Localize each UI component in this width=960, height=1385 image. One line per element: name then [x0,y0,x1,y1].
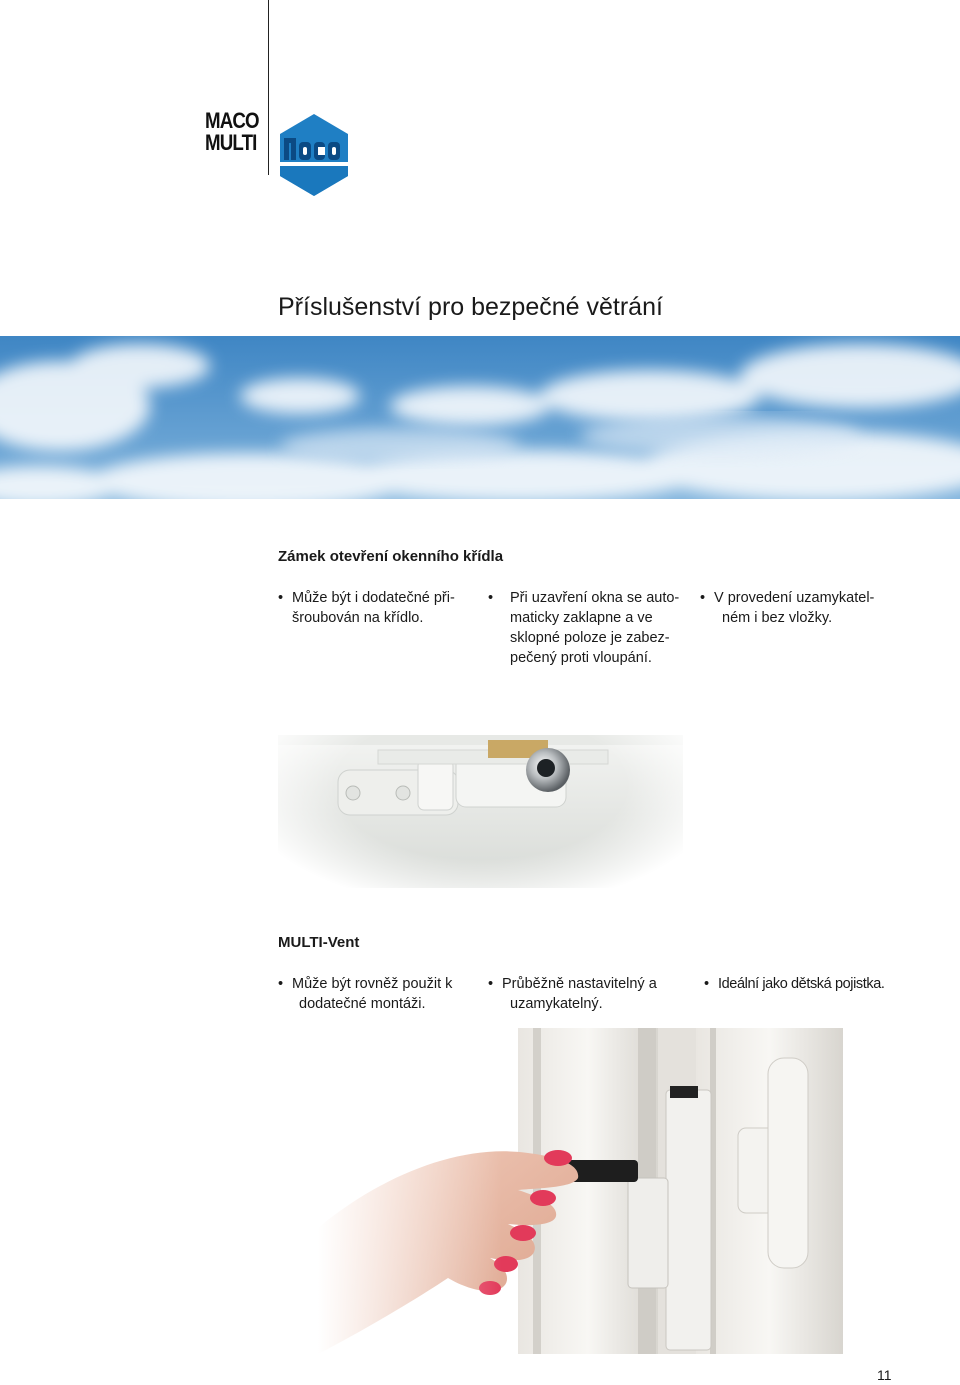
vertical-divider-line [268,0,269,175]
multi-vent-photo [318,1028,843,1354]
bullet-line: ném i bez vložky. [722,610,833,626]
bullet-line: Může být rovněž použit k [292,976,453,992]
bullet-line: Může být i dodatečné při- [292,590,455,606]
bullet-item [488,974,688,1014]
page-title: Příslušenství pro bezpečné větrání [278,293,663,321]
bullet-line: dodatečné montáži. [299,996,426,1012]
bullet-item [278,588,468,628]
bullet-line: Při uzavření okna se auto- [510,590,680,606]
bullet-line: sklopné poloze je zabez- [510,630,670,646]
maco-logo-icon [276,112,352,198]
brand-wordmark [205,110,259,154]
bullet-dot-icon: • [488,590,494,606]
bullet-line: pečený proti vloupání. [510,650,652,666]
page-number: 11 [877,1367,892,1383]
brand-line-2: MULTI [205,130,257,155]
bullet-line: Ideální jako dětská pojistka. [718,976,885,992]
bullet-line: maticky zaklapne a ve [510,610,653,626]
sky-banner-image [0,336,960,499]
bullet-dot-icon: • [700,590,706,606]
bullet-item [278,974,478,1014]
bullet-dot-icon: • [278,976,284,992]
brand-line-1: MACO [205,108,259,133]
bullet-dot-icon: • [488,976,494,992]
bullet-item [700,588,900,628]
bullet-line: šroubován na křídlo. [292,610,424,626]
bullet-line: V provedení uzamykatel- [714,590,875,606]
bullet-line: Průběžně nastavitelný a [502,976,657,992]
section-title-multi-vent: MULTI-Vent [278,934,360,951]
section-title-window-lock: Zámek otevření okenního křídla [278,548,504,565]
bullet-dot-icon: • [704,976,709,992]
bullet-item [488,588,688,668]
window-lock-photo [278,685,683,888]
bullet-dot-icon: • [278,590,284,606]
bullet-item [704,974,944,994]
bullet-line: uzamykatelný. [510,996,603,1012]
